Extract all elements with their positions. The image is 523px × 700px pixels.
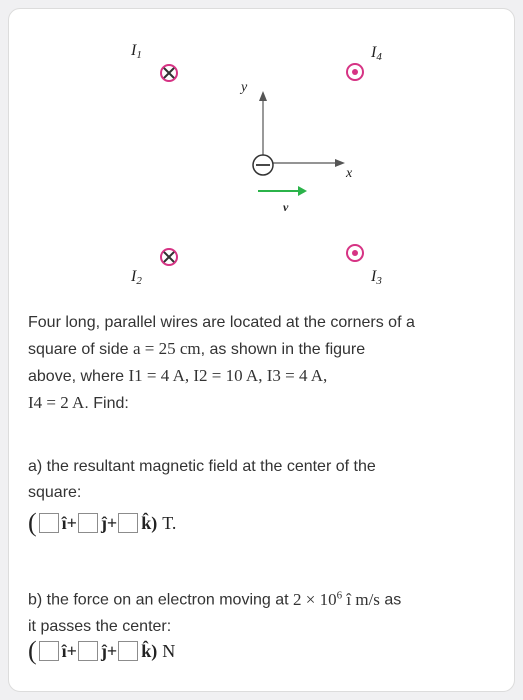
paragraph-line-3 [28, 363, 508, 390]
part-a-unit: T. [162, 512, 177, 533]
part-b-line-1-tail: as [379, 591, 402, 609]
coordinate-axes [259, 91, 345, 167]
paragraph-line-4 [28, 390, 508, 417]
label-i3: I3 [371, 268, 382, 287]
part-b-line-1-text: b) the force on an electron moving at [28, 591, 294, 609]
open-paren: ( [28, 508, 37, 537]
label-i2: I2 [131, 268, 142, 287]
label-y-axis: y [241, 80, 248, 95]
velocity-mantissa: 2 × 10 [293, 589, 337, 609]
k-hat-label: k̂) [141, 640, 158, 661]
label-x-axis: x [346, 166, 353, 181]
wire-i3-out-of-page-icon [347, 245, 363, 261]
velocity-math [293, 590, 380, 609]
label-i4: I4 [371, 44, 382, 63]
problem-statement [28, 310, 508, 417]
wire-i1-into-page-icon [161, 65, 177, 81]
current-i4-math: I4 = 2 A [28, 393, 85, 412]
electron-icon [253, 155, 273, 175]
wire-square-figure [121, 25, 416, 297]
x-axis-arrow-icon [335, 159, 345, 167]
side-length-math: a = 25 cm [132, 339, 201, 358]
part-a-j-component-input[interactable] [78, 513, 98, 533]
velocity-unit: î m/s [346, 589, 380, 609]
part-b-line-2: it passes the center: [28, 617, 172, 635]
paragraph-line-4-tail: . Find: [84, 395, 129, 412]
wire-i2-into-page-icon [161, 249, 177, 265]
part-a-line-1: a) the resultant magnetic field at the center of the [28, 458, 376, 475]
wire-i4-out-of-page-icon [347, 64, 363, 80]
paragraph-line-3-text: above, where [28, 368, 129, 385]
figure-svg [121, 25, 416, 297]
part-b-line-1 [28, 582, 508, 614]
part-a-i-component-input[interactable] [39, 513, 59, 533]
label-i1: I1 [131, 42, 142, 61]
open-paren: ( [28, 636, 37, 665]
velocity-exponent: 6 [336, 589, 343, 601]
k-hat-label: k̂) [141, 512, 158, 533]
j-hat-label: ĵ+ [100, 640, 118, 661]
y-axis-arrow-icon [259, 91, 267, 101]
part-a [28, 454, 508, 506]
paragraph-line-1: Four long, parallel wires are located at the corners of a [28, 314, 415, 331]
question-card [8, 8, 515, 692]
part-a-line-2: square: [28, 484, 82, 501]
part-b-unit: N [162, 640, 176, 661]
part-b-j-component-input[interactable] [78, 641, 98, 661]
label-velocity: v [283, 200, 289, 214]
part-a-answer-row [28, 508, 177, 537]
i-hat-label: î+ [61, 640, 77, 661]
part-a-k-component-input[interactable] [118, 513, 138, 533]
part-b-i-component-input[interactable] [39, 641, 59, 661]
part-b-k-component-input[interactable] [118, 641, 138, 661]
j-hat-label: ĵ+ [100, 512, 118, 533]
part-b-answer-row [28, 636, 176, 665]
paragraph-line-2 [28, 336, 508, 363]
velocity-arrow-icon [258, 186, 307, 196]
part-b [28, 582, 508, 640]
i-hat-label: î+ [61, 512, 77, 533]
currents-math: I1 = 4 A, I2 = 10 A, I3 = 4 A, [128, 366, 328, 385]
paragraph-line-2-text: square of side [28, 341, 133, 358]
paragraph-line-2-tail: , as shown in the figure [200, 341, 366, 358]
